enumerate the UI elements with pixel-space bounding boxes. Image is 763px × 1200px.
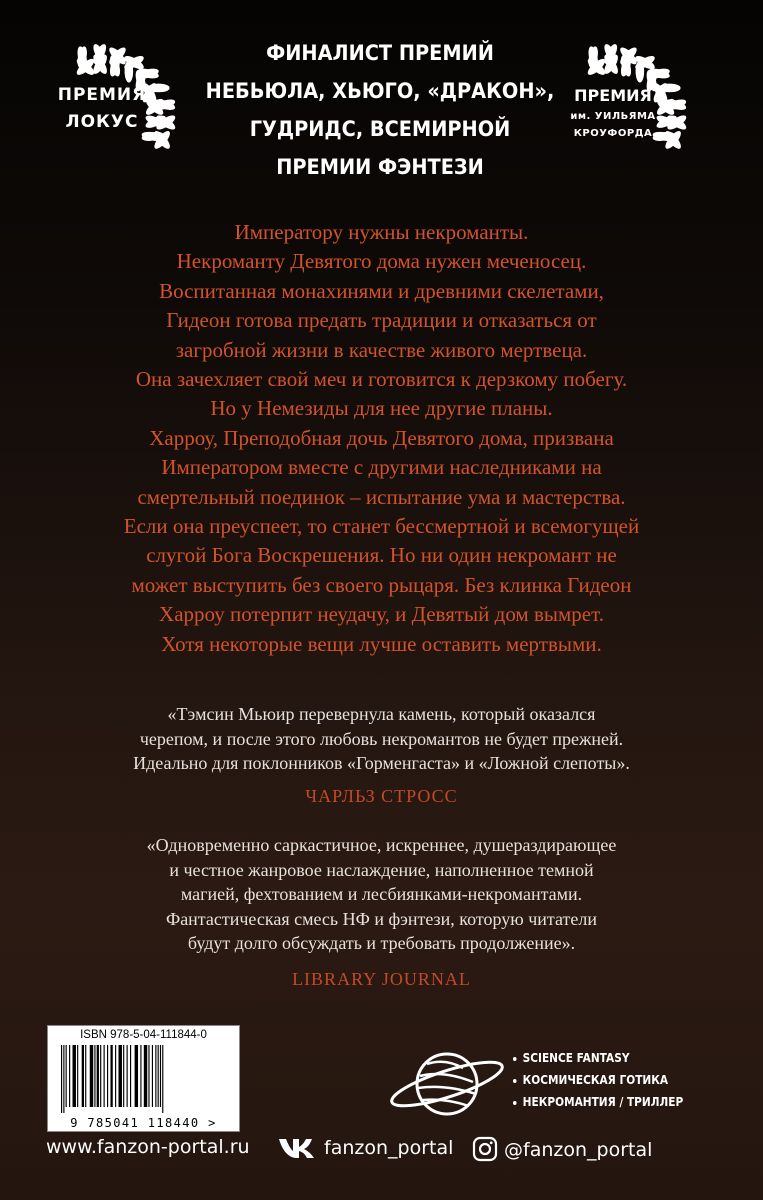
annotation-line: Гидеон готова предать традиции и отказаться от	[166, 308, 597, 333]
annotation-line: слугой Бога Воскрешения. Но ни один некромант не	[146, 543, 617, 568]
award-crawford-line3: КРОУФОРДА	[573, 128, 653, 139]
annotation-line: Но у Немезиды для нее другие планы.	[210, 396, 553, 421]
bullet-icon	[513, 1057, 517, 1061]
award-locus-text	[22, 82, 182, 136]
quote-line: и честное жанровое наслаждение, наполненное темной	[169, 859, 594, 880]
annotation-line: Хотя некоторые вещи лучше оставить мертвыми.	[161, 631, 602, 656]
barcode-bar	[63, 1045, 64, 1113]
award-crawford-line2: им. УИЛЬЯМА	[570, 111, 656, 122]
saturn-icon	[387, 1038, 507, 1130]
annotation-line: может выступить без своего рыцаря. Без клинка Гидеон	[131, 572, 632, 597]
footer-instagram[interactable]	[472, 1136, 652, 1162]
annotation-line: Императором вместе с другими наследниками на	[161, 455, 602, 480]
award-crawford	[533, 40, 693, 190]
vk-icon	[278, 1136, 318, 1160]
instagram-handle[interactable]: @fanzon_portal	[504, 1139, 653, 1161]
barcode-bar	[107, 1045, 108, 1107]
genre-item	[513, 1047, 683, 1069]
quote-line: Фантастическая смесь НФ и фэнтези, которую читатели	[165, 908, 598, 929]
barcode-bar	[162, 1045, 163, 1113]
annotation-line: смертельный поединок – испытание ума и мастерства.	[137, 484, 626, 509]
quote-line: «Одновременно саркастичное, искреннее, душераздирающее	[146, 835, 617, 855]
barcode-bar	[119, 1045, 122, 1107]
bullet-icon	[513, 1101, 517, 1105]
barcode-bar	[90, 1045, 93, 1107]
barcode-bar	[69, 1045, 70, 1107]
annotation-line: Она зачехляет свой меч и готовится к дерзкому побегу.	[135, 367, 628, 392]
quote-line: черепом, и после этого любовь некромантов не будет прежней.	[139, 728, 624, 749]
barcode-bar	[148, 1045, 149, 1107]
award-locus-line2: ЛОКУС	[65, 112, 139, 132]
quote-line: Идеально для поклонников «Горменгаста» и «Ложной слепоты».	[133, 753, 630, 773]
barcode-bar	[66, 1045, 67, 1107]
finalist-awards	[205, 34, 555, 186]
quote-author-library-journal: LIBRARY JOURNAL	[292, 969, 471, 989]
annotation-line: Харроу потерпит неудачу, и Девятый дом вымрет.	[159, 602, 604, 627]
barcode-bar	[82, 1045, 84, 1107]
barcode-bar	[123, 1045, 124, 1107]
bullet-icon	[513, 1079, 517, 1083]
barcode-bar	[77, 1045, 78, 1107]
barcode-bar	[152, 1045, 153, 1107]
award-locus-line1: ПРЕМИЯ	[57, 85, 147, 105]
review-quote-stross	[30, 702, 733, 776]
finalist-line: ПРЕМИИ ФЭНТЕЗИ	[276, 155, 484, 179]
isbn-barcode	[47, 1025, 240, 1132]
quote-line: будут долго обсуждать и требовать продолжение».	[187, 933, 576, 953]
award-locus	[22, 40, 182, 190]
barcode-digits: 9 785041 118440 >	[70, 1116, 217, 1130]
genre-item	[513, 1069, 683, 1091]
barcode-bar	[127, 1045, 128, 1107]
barcode-bar	[144, 1045, 147, 1107]
barcode-bar	[94, 1045, 95, 1107]
website-link[interactable]: www.fanzon-portal.ru	[46, 1136, 250, 1158]
annotation-line: Если она преуспеет, то станет бессмертной и всемогущей	[123, 514, 640, 539]
footer-vk[interactable]	[278, 1136, 453, 1160]
barcode-bar	[135, 1045, 138, 1107]
annotation-line: Харроу, Преподобная дочь Девятого дома, призвана	[149, 425, 614, 450]
barcode-bar	[61, 1045, 62, 1113]
annotation-line: Императору нужны некроманты.	[234, 220, 529, 244]
barcode-bar	[130, 1045, 131, 1107]
quote-line: «Тэмсин Мьюир перевернула камень, который оказался	[167, 704, 596, 724]
genre-label: КОСМИЧЕСКАЯ ГОТИКА	[522, 1073, 669, 1087]
barcode-bar	[140, 1045, 141, 1107]
barcode-bar	[85, 1045, 86, 1107]
barcode-bar	[155, 1045, 156, 1107]
finalist-line: ГУДРИДС, ВСЕМИРНОЙ	[249, 117, 511, 141]
barcode-bar	[158, 1045, 159, 1107]
annotation-line: загробной жизни в качестве живого мертвеца.	[175, 337, 588, 362]
finalist-line: НЕБЬЮЛА, ХЬЮГО, «ДРАКОН»,	[205, 79, 555, 103]
finalist-line: ФИНАЛИСТ ПРЕМИЙ	[266, 41, 494, 65]
annotation-line: Некроманту Девятого дома нужен меченосец.	[176, 249, 587, 274]
genre-list	[513, 1047, 706, 1113]
annotation-line: Воспитанная монахинями и древними скелетами,	[159, 278, 604, 303]
barcode-bar	[110, 1045, 112, 1107]
barcode-bar	[97, 1045, 99, 1107]
footer-website[interactable]	[46, 1136, 250, 1158]
award-crawford-line1: ПРЕМИЯ	[574, 86, 652, 105]
barcode-bar	[104, 1045, 105, 1107]
genre-label: SCIENCE FANTASY	[522, 1051, 630, 1065]
isbn-label: ISBN 978-5-04-111844-0	[80, 1029, 207, 1041]
barcode-bar	[160, 1045, 161, 1107]
barcode-bar	[73, 1045, 76, 1107]
barcode-bar	[100, 1045, 101, 1107]
instagram-icon	[472, 1136, 498, 1162]
book-annotation	[20, 218, 743, 659]
quote-author-stross: ЧАРЛЬЗ СТРОСС	[305, 786, 458, 806]
award-crawford-text	[533, 84, 693, 142]
genre-label: НЕКРОМАНТИЯ / ТРИЛЛЕР	[522, 1095, 684, 1109]
barcode-bar	[115, 1045, 116, 1107]
review-quote-library-journal	[30, 833, 733, 956]
genre-item	[513, 1091, 683, 1113]
vk-handle[interactable]: fanzon_portal	[324, 1137, 454, 1159]
barcode-icon	[59, 1045, 230, 1113]
quote-line: магией, фехтованием и лесбиянками-некромантами.	[180, 884, 583, 904]
